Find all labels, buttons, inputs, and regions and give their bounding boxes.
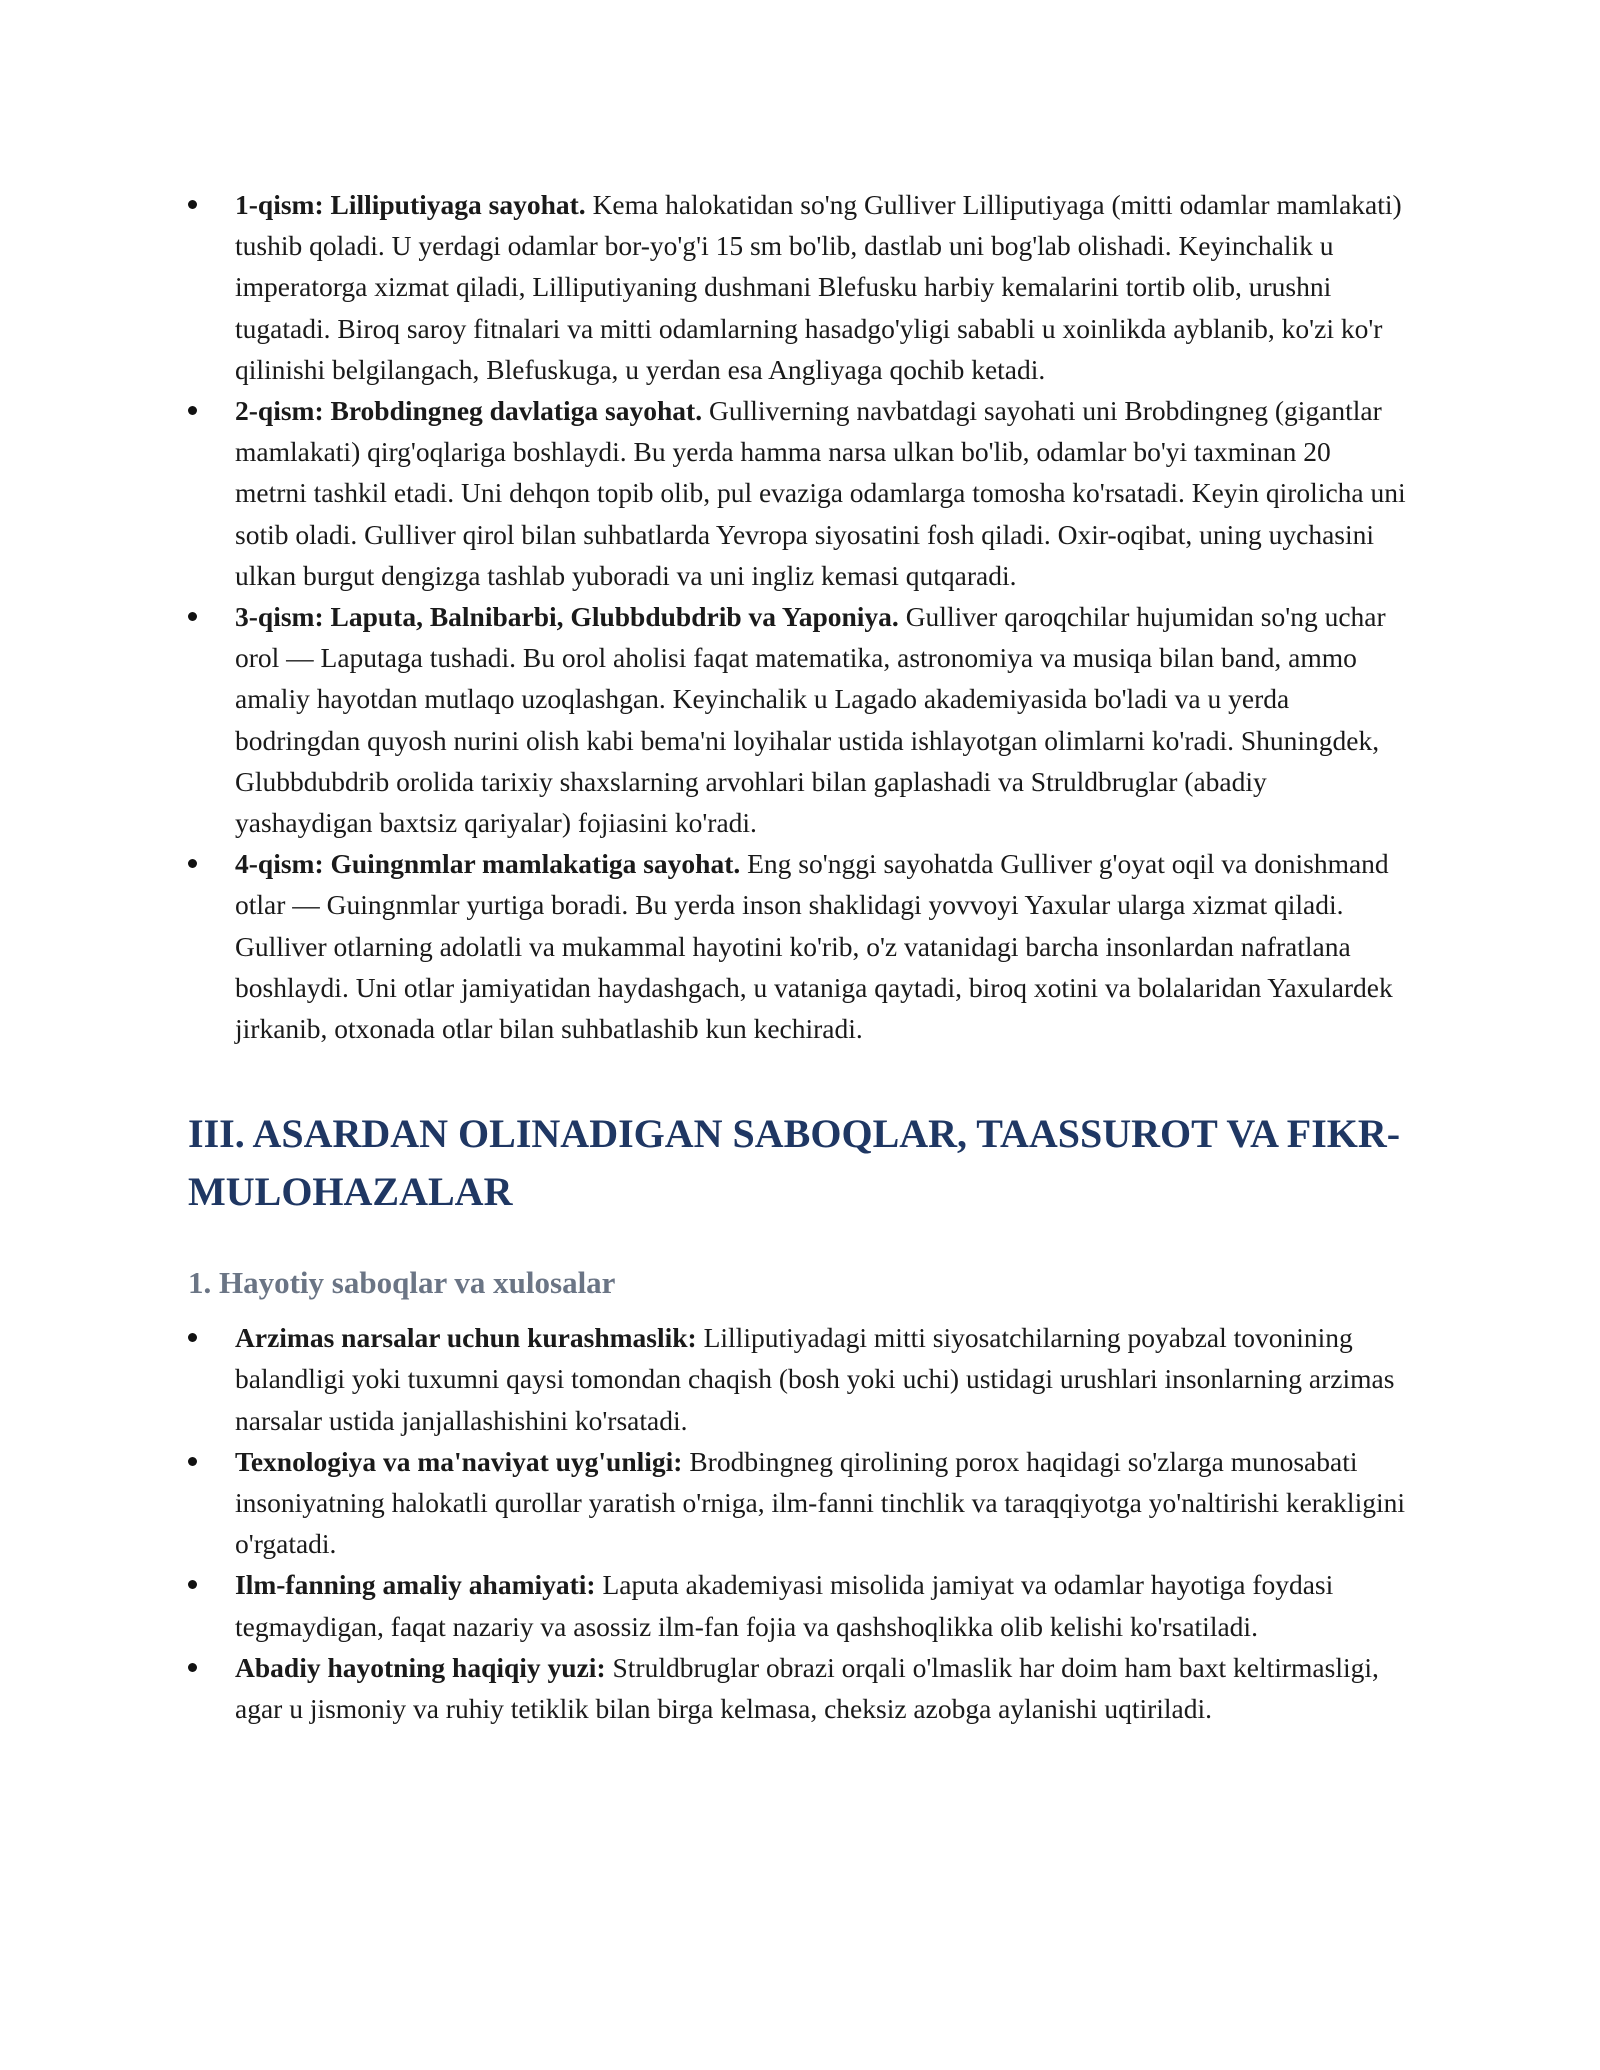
list-item <box>188 1564 1408 1646</box>
list-item-title: 2-qism: Brobdingneg davlatiga sayohat. <box>235 395 703 427</box>
list-item-title: Arzimas narsalar uchun kurashmaslik: <box>235 1322 697 1354</box>
list-item <box>188 1317 1408 1441</box>
lessons-list <box>188 1317 1408 1729</box>
bullet-icon <box>188 1580 197 1589</box>
list-item-text: Struldbruglar obrazi orqali o'lmaslik har doim ham baxt keltirmasligi, agar u jismoniy va ruhiy tetiklik bilan birga kelmasa, cheksiz azobga aylanishi uqtiriladi. <box>235 1651 1379 1725</box>
list-item-text: Gulliver qaroqchilar hujumidan so'ng uchar orol — Laputaga tushadi. Bu orol aholisi faqat matematika, astronomiya va musiqa bilan band, ammo amaliy hayotdan mutlaqo uzoqlashgan. Keyinchalik u Lagado akademiyasida bo'ladi va u yerda bodringdan quyosh nurini olish kabi bema'ni loyihalar ustida ishlayotgan olimlarni ko'radi. Shuningdek, Glubbdubdrib orolida tarixiy shaxslarning arvohlari bilan gaplashadi va Struldbruglar (abadiy yashaydigan baxtsiz qariyalar) fojiasini ko'radi. <box>235 601 1386 839</box>
list-item-text: Laputa akademiyasi misolida jamiyat va odamlar hayotiga foydasi tegmaydigan, faqat nazariy va asossiz ilm-fan fojia va qashshoqlikka olib kelishi ko'rsatiladi. <box>235 1569 1334 1642</box>
parts-list <box>188 184 1408 1049</box>
list-item <box>188 1441 1408 1565</box>
list-item-title: Ilm-fanning amaliy ahamiyati: <box>235 1569 596 1601</box>
list-item-text: Lilliputiyadagi mitti siyosatchilarning poyabzal tovonining balandligi yoki tuxumni qaysi tomondan chaqish (bosh yoki uchi) ustidagi urushlari insonlarning arzimas narsalar ustida janjallashishini ko'rsatadi. <box>235 1322 1395 1436</box>
list-item-title: 1-qism: Lilliputiyaga sayohat. <box>235 189 586 220</box>
list-item-text: Brodbingneg qirolining porox haqidagi so'zlarga munosabati insoniyatning halokatli qurollar yaratish o'rniga, ilm-fanni tinchlik va taraqqiyotga yo'naltirishi kerakligini o'rgatadi. <box>235 1445 1405 1560</box>
list-item-title: 3-qism: Laputa, Balnibarbi, Glubbdubdrib va Yaponiya. <box>235 601 899 633</box>
bullet-icon <box>188 1333 197 1342</box>
document-page <box>188 184 1408 1729</box>
list-item-title: 4-qism: Guingnmlar mamlakatiga sayohat. <box>235 848 741 880</box>
bullet-icon <box>188 612 197 621</box>
list-item-text: Kema halokatidan so'ng Gulliver Lilliputiyaga (mitti odamlar mamlakati) tushib qoladi. U yerdagi odamlar bor-yo'g'i 15 sm bo'lib, dastlab uni bog'lab olishadi. Keyinchalik u imperatorga xizmat qiladi, Lilliputiyaning dushmani Blefusku harbiy kemalarini tortib olib, urushni tugatadi. Biroq saroy fitnalari va mitti odamlarning hasadgo'yligi sababli u xoinlikda ayblanib, ko'zi ko'r qilinishi belgilangach, Blefuskuga, u yerdan esa Angliyaga qochib ketadi. <box>235 189 1402 385</box>
list-item-text: Eng so'nggi sayohatda Gulliver g'oyat oqil va donishmand otlar — Guingnmlar yurtiga boradi. Bu yerda inson shaklidagi yovvoyi Yaxular ularga xizmat qiladi. Gulliver otlarning adolatli va mukammal hayotini ko'rib, o'z vatanidagi barcha insonlardan nafratlana boshlaydi. Uni otlar jamiyatidan haydashgach, u vataniga qaytadi, biroq xotini va bolalaridan Yaxulardek jirkanib, otxonada otlar bilan suhbatlashib kun kechiradi. <box>235 848 1393 1045</box>
bullet-icon <box>188 859 197 868</box>
section-heading: III. ASARDAN OLINADIGAN SABOQLAR, TAASSUROT VA FIKR-MULOHAZALAR <box>188 1111 1401 1215</box>
list-item <box>188 390 1408 596</box>
list-item <box>188 596 1408 843</box>
list-item-title: Texnologiya va ma'naviyat uyg'unligi: <box>235 1445 683 1477</box>
bullet-icon <box>188 1457 197 1466</box>
list-item <box>188 184 1408 390</box>
list-item-title: Abadiy hayotning haqiqiy yuzi: <box>235 1651 606 1683</box>
bullet-icon <box>188 1663 197 1672</box>
bullet-icon <box>188 406 197 415</box>
sub-heading: 1. Hayotiy saboqlar va xulosalar <box>188 1265 616 1301</box>
bullet-icon <box>188 200 197 209</box>
list-item <box>188 843 1408 1049</box>
list-item <box>188 1647 1408 1729</box>
list-item-text: Gulliverning navbatdagi sayohati uni Brobdingneg (gigantlar mamlakati) qirg'oqlariga boshlaydi. Bu yerda hamma narsa ulkan bo'lib, odamlar bo'yi taxminan 20 metrni tashkil etadi. Uni dehqon topib olib, pul evaziga odamlarga tomosha ko'rsatadi. Keyin qirolicha uni sotib oladi. Gulliver qirol bilan suhbatlarda Yevropa siyosatini fosh qiladi. Oxir-oqibat, uning uychasini ulkan burgut dengizga tashlab yuboradi va uni ingliz kemasi qutqaradi. <box>235 395 1406 591</box>
